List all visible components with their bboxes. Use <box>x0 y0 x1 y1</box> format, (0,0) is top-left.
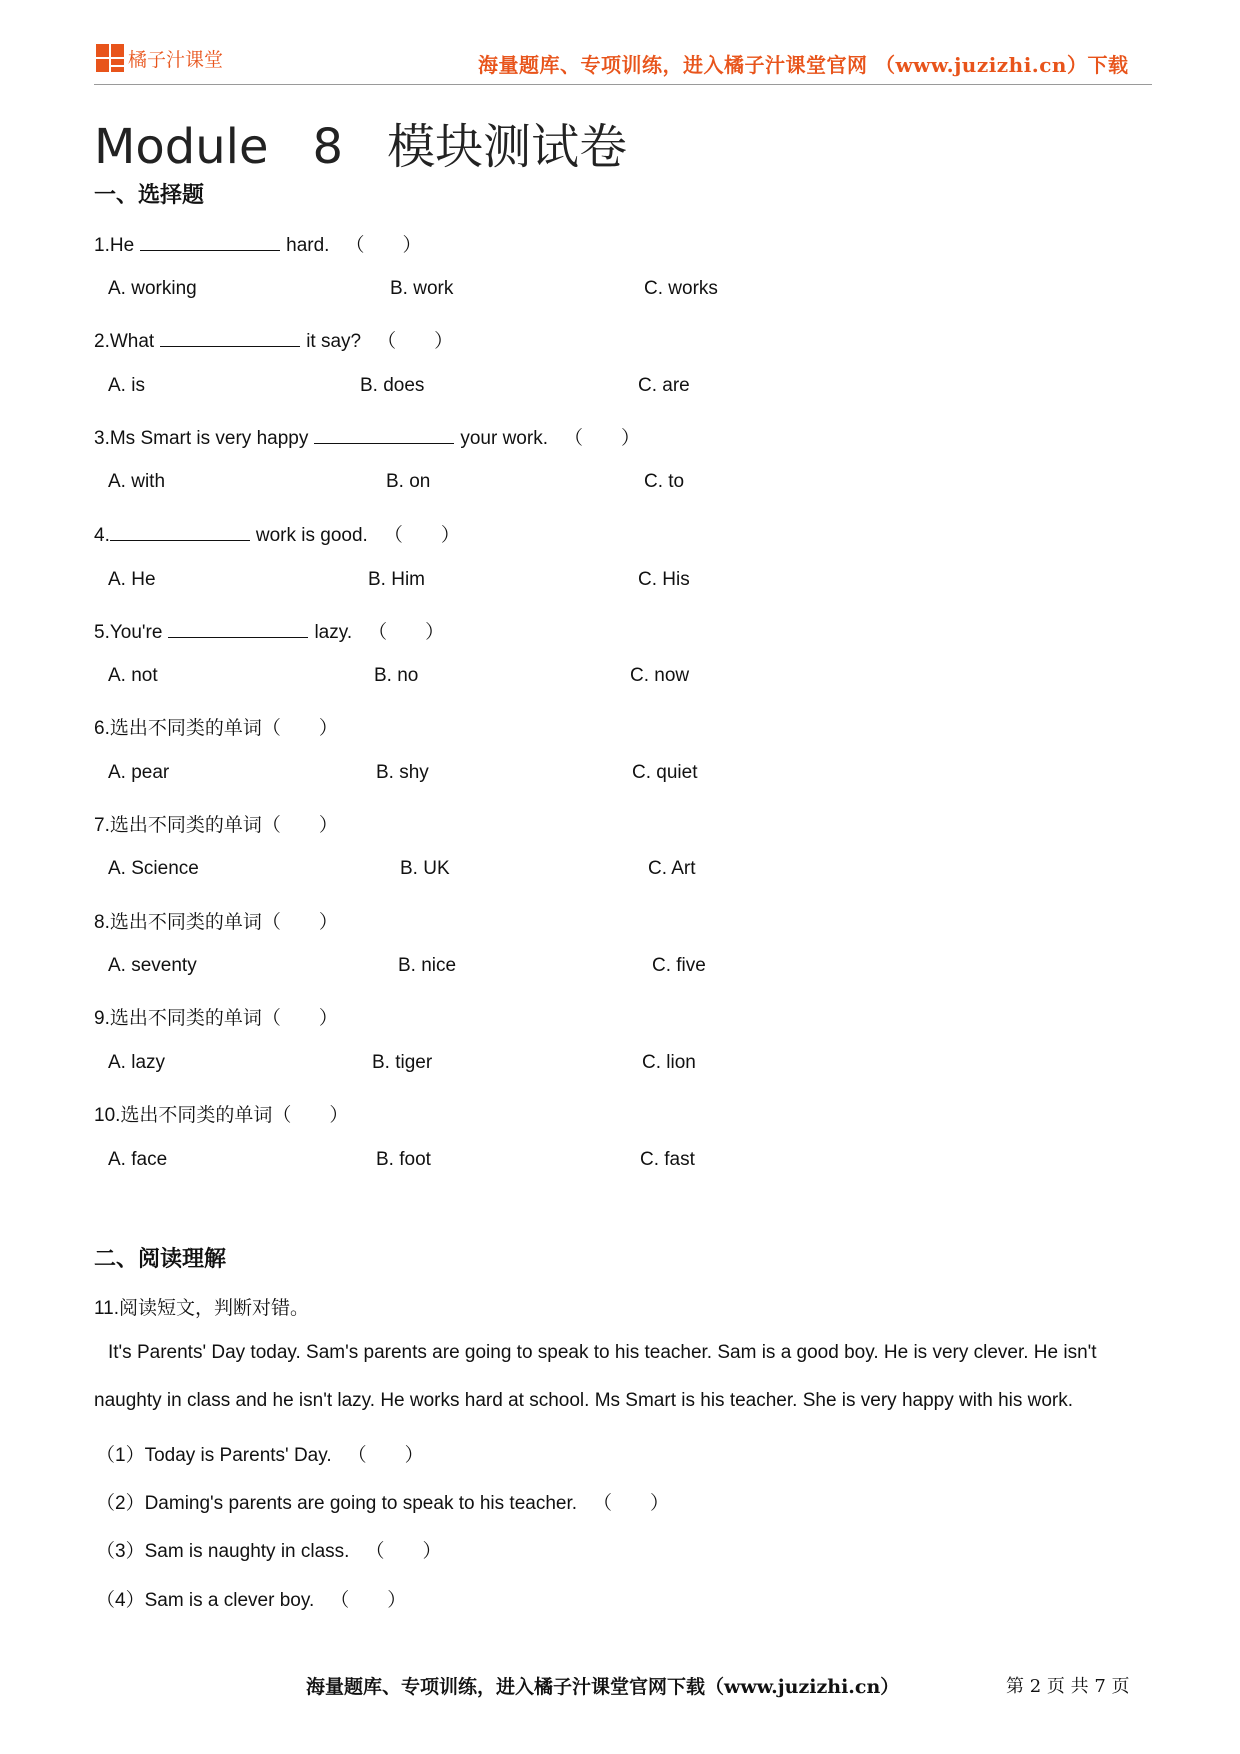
page-number: 第 2 页 共 7 页 <box>1006 1676 1130 1697</box>
option-a[interactable]: A. lazy <box>108 1052 166 1073</box>
option-b[interactable]: B. no <box>374 665 419 686</box>
answer-paren[interactable]: （ ） <box>347 1445 424 1466</box>
question-10: 10.选出不同类的单词（ ） <box>94 1105 349 1126</box>
footer-slogan: 海量题库、专项训练，进入橘子汁课堂官网下载（www.juzizhi.cn） <box>306 1676 900 1698</box>
option-a[interactable]: A. is <box>108 375 145 396</box>
answer-blank[interactable] <box>314 442 454 444</box>
item-text: Daming's parents are going to speak to his teacher. <box>144 1493 578 1514</box>
question-2 <box>94 326 453 353</box>
item-number: （4） <box>96 1590 145 1611</box>
option-c[interactable]: C. now <box>630 665 690 686</box>
answer-blank[interactable] <box>168 636 308 638</box>
option-c[interactable]: C. are <box>638 375 690 396</box>
judge-item-2 <box>96 1488 669 1515</box>
option-b[interactable]: B. on <box>386 471 431 492</box>
question-stem: hard. <box>286 235 330 256</box>
option-a[interactable]: A. not <box>108 665 158 686</box>
item-number: （1） <box>96 1445 145 1466</box>
option-b[interactable]: B. work <box>390 278 454 299</box>
question-3 <box>94 423 640 450</box>
logo-squares-icon <box>96 44 124 72</box>
option-b[interactable]: B. foot <box>376 1149 431 1170</box>
item-number: （3） <box>96 1541 145 1562</box>
answer-paren[interactable]: （ ） <box>345 235 422 256</box>
answer-blank[interactable] <box>110 539 250 541</box>
question-stem: 1.He <box>94 235 135 256</box>
question-8: 8.选出不同类的单词（ ） <box>94 912 338 933</box>
title-word: Module <box>94 119 269 175</box>
option-b[interactable]: B. nice <box>398 955 457 976</box>
passage-line-2: naughty in class and he isn't lazy. He works hard at school. Ms Smart is his teacher. She is very happy with his work. <box>94 1390 1074 1411</box>
option-c[interactable]: C. quiet <box>632 762 698 783</box>
option-c[interactable]: C. lion <box>642 1052 696 1073</box>
option-a[interactable]: A. pear <box>108 762 170 783</box>
answer-paren[interactable]: （ ） <box>365 1541 442 1562</box>
question-6: 6.选出不同类的单词（ ） <box>94 718 338 739</box>
option-a[interactable]: A. Science <box>108 858 199 879</box>
answer-paren[interactable]: （ ） <box>593 1493 670 1514</box>
judge-item-4 <box>96 1585 406 1612</box>
question-11: 11.阅读短文，判断对错。 <box>94 1298 310 1319</box>
item-number: （2） <box>96 1493 145 1514</box>
answer-paren[interactable]: （ ） <box>330 1590 407 1611</box>
header-divider <box>94 84 1152 85</box>
judge-item-3 <box>96 1536 441 1563</box>
question-9: 9.选出不同类的单词（ ） <box>94 1008 338 1029</box>
answer-paren[interactable]: （ ） <box>563 428 640 449</box>
passage-line-1: It's Parents' Day today. Sam's parents are going to speak to his teacher. Sam is a good boy. He is very clever. He isn't <box>108 1342 1097 1363</box>
option-b[interactable]: B. tiger <box>372 1052 433 1073</box>
answer-paren[interactable]: （ ） <box>383 525 460 546</box>
question-stem: 4. <box>94 525 110 546</box>
option-c[interactable]: C. to <box>644 471 685 492</box>
option-a[interactable]: A. working <box>108 278 197 299</box>
option-a[interactable]: A. seventy <box>108 955 197 976</box>
section-heading-choice: 一、选择题 <box>94 182 205 208</box>
header-slogan: 海量题库、专项训练，进入橘子汁课堂官网 （www.juzizhi.cn）下载 <box>478 53 1129 77</box>
item-text: Sam is a clever boy. <box>144 1590 315 1611</box>
question-stem: 3.Ms Smart is very happy <box>94 428 309 449</box>
question-stem: lazy. <box>314 622 353 643</box>
answer-paren[interactable]: （ ） <box>368 622 445 643</box>
answer-paren[interactable]: （ ） <box>377 331 454 352</box>
title-suffix: 模块测试卷 <box>387 119 628 175</box>
option-a[interactable]: A. with <box>108 471 166 492</box>
option-c[interactable]: C. works <box>644 278 718 299</box>
question-1 <box>94 230 421 257</box>
option-b[interactable]: B. shy <box>376 762 429 783</box>
question-5 <box>94 617 444 644</box>
option-b[interactable]: B. UK <box>400 858 450 879</box>
judge-item-1 <box>96 1440 424 1467</box>
question-stem: 2.What <box>94 331 155 352</box>
item-text: Sam is naughty in class. <box>144 1541 350 1562</box>
question-stem: 5.You're <box>94 622 163 643</box>
option-c[interactable]: C. His <box>638 569 690 590</box>
brand-name: 橘子汁课堂 <box>128 48 224 71</box>
section-heading-reading: 二、阅读理解 <box>94 1246 227 1272</box>
option-c[interactable]: C. fast <box>640 1149 695 1170</box>
brand-logo <box>96 44 223 72</box>
question-7: 7.选出不同类的单词（ ） <box>94 815 338 836</box>
option-a[interactable]: A. He <box>108 569 156 590</box>
question-stem: it say? <box>306 331 362 352</box>
page-title <box>94 108 627 177</box>
answer-blank[interactable] <box>160 345 300 347</box>
option-a[interactable]: A. face <box>108 1149 168 1170</box>
option-b[interactable]: B. does <box>360 375 425 396</box>
option-c[interactable]: C. Art <box>648 858 696 879</box>
option-b[interactable]: B. Him <box>368 569 425 590</box>
question-4 <box>94 520 460 547</box>
question-stem: your work. <box>460 428 548 449</box>
title-number: 8 <box>312 119 344 175</box>
item-text: Today is Parents' Day. <box>144 1445 332 1466</box>
answer-blank[interactable] <box>140 249 280 251</box>
question-stem: work is good. <box>255 525 368 546</box>
option-c[interactable]: C. five <box>652 955 706 976</box>
